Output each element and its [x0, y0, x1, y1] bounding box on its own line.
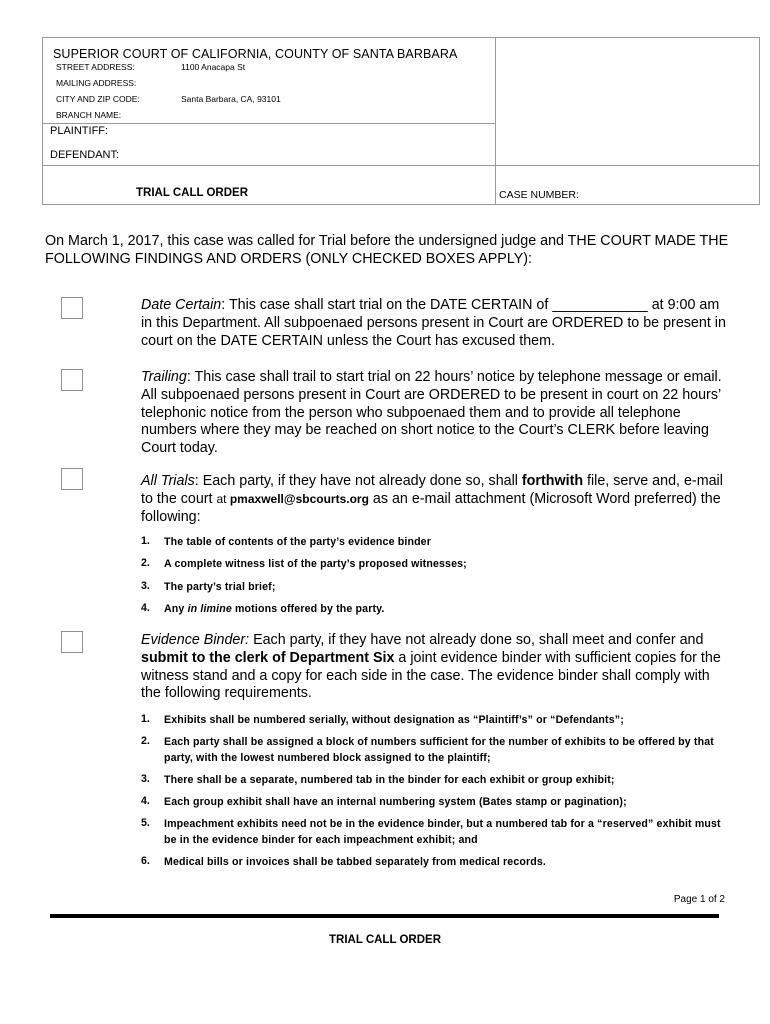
list-item-number: 2. [141, 557, 150, 569]
list-item-number: 1. [141, 535, 150, 547]
evidence-binder-text-after: a joint evidence binder with sufficient copies for the witness stand and a copy for each side in the case. The evidence binder shall comply with the following requirements. [141, 649, 721, 702]
page-number: Page 1 of 2 [673, 894, 725, 905]
all-trials-text-middle: file, serve and, e-mail to the court [141, 473, 723, 507]
date-certain-heading: Date Certain [141, 297, 222, 313]
defendant-label: DEFENDANT: [50, 149, 120, 161]
court-email: pmaxwell@sbcourts.org [229, 491, 369, 506]
list-item-text: There shall be a separate, numbered tab in the binder for each exhibit or group exhibit; [164, 774, 615, 786]
mailing-address-label: MAILING ADDRESS: [56, 78, 137, 88]
trailing-heading: Trailing [141, 369, 187, 385]
list-item-text-italic: in limine [187, 603, 232, 615]
all-trials-heading: All Trials [141, 473, 195, 489]
list-item-text-post: motions offered by the party. [231, 603, 385, 615]
evidence-binder-heading: Evidence Binder: [141, 632, 250, 648]
city-zip-value: Santa Barbara, CA, 93101 [181, 94, 281, 104]
list-item-text: Exhibits shall be numbered serially, without designation as “Plaintiff’s” or “Defendants”; [164, 714, 624, 726]
list-item-text-pre: Any [164, 603, 188, 615]
list-item-number: 2. [141, 735, 150, 747]
date-certain-paragraph [141, 297, 731, 350]
list-item-text: A complete witness list of the party’s proposed witnesses; [164, 558, 467, 570]
case-number-label: CASE NUMBER: [499, 189, 579, 201]
list-item-text: Each party shall be assigned a block of numbers sufficient for the number of exhibits to be offered by that party, with the lowest numbered block assigned to the plaintiff; [164, 736, 714, 764]
list-item-text: The table of contents of the party’s evidence binder [164, 536, 431, 548]
all-trials-text-after: as an e-mail attachment (Microsoft Word preferred) the following: [141, 490, 721, 525]
list-item-number: 3. [141, 580, 150, 592]
footer-rule [50, 914, 719, 918]
list-item-text: Medical bills or invoices shall be tabbed separately from medical records. [164, 856, 547, 868]
evidence-binder-paragraph [141, 632, 731, 703]
date-certain-checkbox[interactable] [61, 297, 83, 319]
plaintiff-label: PLAINTIFF: [50, 125, 109, 137]
all-trials-bold-word: forthwith [521, 473, 584, 489]
case-number-divider [495, 165, 760, 166]
all-trials-paragraph [141, 473, 731, 526]
trailing-paragraph [141, 369, 731, 458]
evidence-binder-checkbox[interactable] [61, 631, 83, 653]
list-item-number: 4. [141, 602, 150, 614]
caption-box [42, 37, 760, 205]
list-item-text: Impeachment exhibits need not be in the evidence binder, but a numbered tab for a “reserved” exhibit must be in the evidence binder for each impeachment exhibit; and [164, 818, 721, 846]
date-certain-text: : This case shall start trial on the DATE CERTAIN of ____________ at 9:00 am in this Department. All subpoenaed persons present in Court are ORDERED to be present in court on the DATE CERTAIN unless the Court has excused them. [141, 297, 726, 349]
list-item-number: 1. [141, 713, 150, 725]
city-zip-label: CITY AND ZIP CODE: [56, 94, 140, 104]
trailing-checkbox[interactable] [61, 369, 83, 391]
branch-name-label: BRANCH NAME: [56, 110, 122, 120]
list-item-number: 5. [141, 817, 150, 829]
list-item-text [164, 602, 724, 618]
caption-divider-vertical [495, 37, 496, 205]
footer-title: TRIAL CALL ORDER [328, 934, 442, 946]
list-item-text: The party’s trial brief; [164, 581, 276, 593]
list-item-number: 6. [141, 855, 150, 867]
email-prefix: at [216, 491, 230, 506]
evidence-binder-bold-phrase: submit to the clerk of Department Six [141, 649, 395, 666]
street-address-label: STREET ADDRESS: [56, 62, 135, 72]
court-name: SUPERIOR COURT OF CALIFORNIA, COUNTY OF SANTA BARBARA [53, 47, 458, 61]
street-address-value: 1100 Anacapa St [181, 62, 246, 72]
all-trials-checkbox[interactable] [61, 468, 83, 490]
list-item-text: Each group exhibit shall have an internal numbering system (Bates stamp or pagination); [164, 796, 627, 808]
trailing-text: : This case shall trail to start trial on 22 hours’ notice by telephone message or email. All subpoenaed persons present in Court are ORDERED to be present in court on 22 hours’ telephonic notice from the person who subpoenaed them and to provide all telephone numbers where they may be reached on short notice to the Court’s CLERK before leaving Court today. [141, 369, 722, 457]
document-title: TRIAL CALL ORDER [136, 187, 249, 199]
list-item-number: 3. [141, 773, 150, 785]
list-item-number: 4. [141, 795, 150, 807]
all-trials-text-before: : Each party, if they have not already done so, shall [194, 473, 522, 489]
evidence-binder-text-before: Each party, if they have not already done so, shall meet and confer and [249, 632, 704, 648]
intro-paragraph: On March 1, 2017, this case was called for Trial before the undersigned judge and THE COURT MADE THE FOLLOWING FINDINGS AND ORDERS (ONLY CHECKED BOXES APPLY): [45, 233, 729, 267]
caption-divider-parties [42, 123, 495, 124]
